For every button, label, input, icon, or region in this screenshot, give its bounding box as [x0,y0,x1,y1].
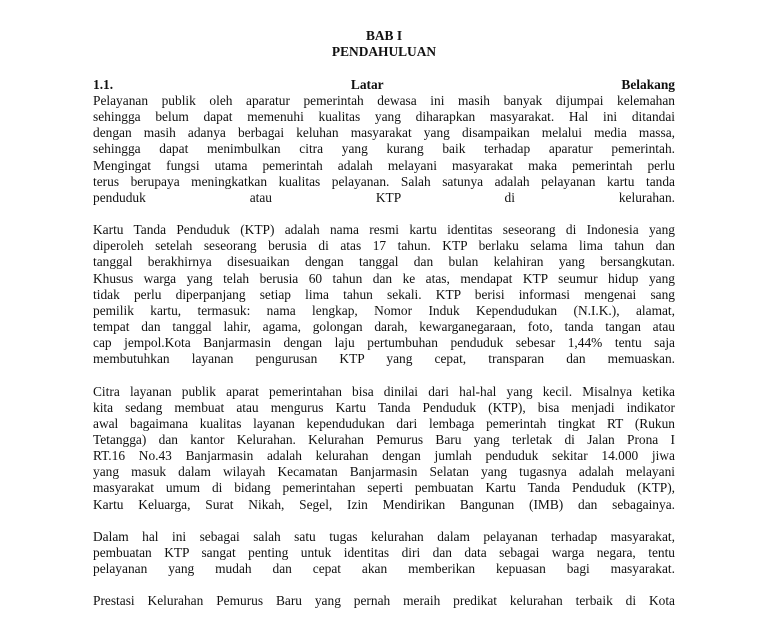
chapter-label: BAB I [365,28,403,43]
paragraph-line: tidak perlu diperpanjang setiap lima tahun sekali. KTP berisi informasi mengenai sang [93,286,675,302]
paragraph-line: yang masuk dalam wilayah Kecamatan Banjarmasin Selatan yang tugasnya adalah melayani [93,464,675,480]
paragraph-line: Kartu Keluarga, Surat Nikah, Segel, Izin Mendirikan Bangunan (IMB) dan sebagainya. [93,496,675,512]
paragraph [93,93,675,206]
paragraph-line: pembuatan KTP sangat penting untuk identitas diri dan data sebagai warga negara, tentu [93,544,675,560]
paragraph-line: cap jempol.Kota Banjarmasin dengan laju pertumbuhan penduduk sebesar 1,44% tentu saja [93,335,675,351]
document-content [93,28,675,625]
paragraph-line: penduduk atau KTP di kelurahan. [93,189,675,205]
paragraph-line: membutuhkan layanan pengurusan KTP yang cepat, transparan dan memuaskan. [93,351,675,367]
paragraph [93,222,675,367]
paragraph-line: Khusus warga yang telah berusia 60 tahun dan ke atas, mendapat KTP seumur hidup yang [93,270,675,286]
paragraph-line: diperoleh setelah seseorang berusia di atas 17 tahun. KTP berlaku selama lima tahun dan [93,238,675,254]
chapter-title: PENDAHULUAN [331,44,437,59]
paragraph-line: Tetangga) dan kantor Kelurahan. Kelurahan Pemurus Baru yang terletak di Jalan Prona I [93,431,675,447]
paragraph [93,593,675,609]
paragraph-line: Citra layanan publik aparat pemerintahan bisa dinilai dari hal-hal yang kecil. Misalnya ketika [93,383,675,399]
body-text [93,93,675,609]
paragraph-line: masyarakat umum di bidang pemerintahan seperti pembuatan Kartu Tanda Penduduk (KTP), [93,480,675,496]
paragraph [93,529,675,577]
paragraph-line: Pelayanan publik oleh aparatur pemerintah dewasa ini masih banyak dijumpai kelemahan [93,93,675,108]
paragraph-line: RT.16 No.43 Banjarmasin adalah kelurahan dengan jumlah penduduk sekitar 14.000 jiwa [93,448,675,464]
paragraph-line: tempat dan tanggal lahir, agama, golongan darah, kewarganegaraan, foto, tanda tangan atau [93,319,675,335]
paragraph-line: sehingga dapat menimbulkan citra yang kurang baik terhadap aparatur pemerintah. [93,141,675,157]
paragraph-line: Kartu Tanda Penduduk (KTP) adalah nama resmi kartu identitas seseorang di Indonesia yang [93,222,675,238]
paragraph-line: pelayanan yang mudah dan cepat akan memberikan kepuasan bagi masyarakat. [93,561,675,577]
paragraph-line: Mengingat fungsi utama pemerintah adalah melayani masyarakat maka pemerintah perlu [93,157,675,173]
paragraph-line: kita sedang membuat atau mengurus Kartu Tanda Penduduk (KTP), bisa menjadi indikator [93,399,675,415]
paragraph-line: terus berupaya meningkatkan kualitas pelayanan. Salah satunya adalah pelayanan kartu tanda [93,173,675,189]
section-heading [93,77,675,93]
paragraph-line: pemilik kartu, termasuk: nama lengkap, Nomor Induk Kependudukan (N.I.K.), alamat, [93,302,675,318]
paragraph-line: sehingga belum dapat memenuhi kualitas yang diharapkan masyarakat. Hal ini ditandai [93,109,675,125]
paragraph [93,384,675,513]
paragraph-line: tanggal berakhirnya disesuaikan dengan tanggal dan bulan kelahiran yang bersangkutan. [93,254,675,270]
paragraph-line: Dalam hal ini sebagai salah satu tugas kelurahan dalam pelayanan terhadap masyarakat, [93,528,675,544]
paragraph-line: awal bagaimana kualitas layanan kependudukan dari lembaga pemerintah tingkat RT (Rukun [93,415,675,431]
section-number: 1.1. [93,77,114,92]
paragraph-line: Prestasi Kelurahan Pemurus Baru yang pernah meraih predikat kelurahan terbaik di Kota [93,593,675,609]
section-title-word-2: Belakang [621,77,675,92]
section-title-word-1: Latar [350,77,384,92]
paragraph-line: dengan masih adanya berbagai keluhan masyarakat yang disampaikan melalui media massa, [93,125,675,141]
